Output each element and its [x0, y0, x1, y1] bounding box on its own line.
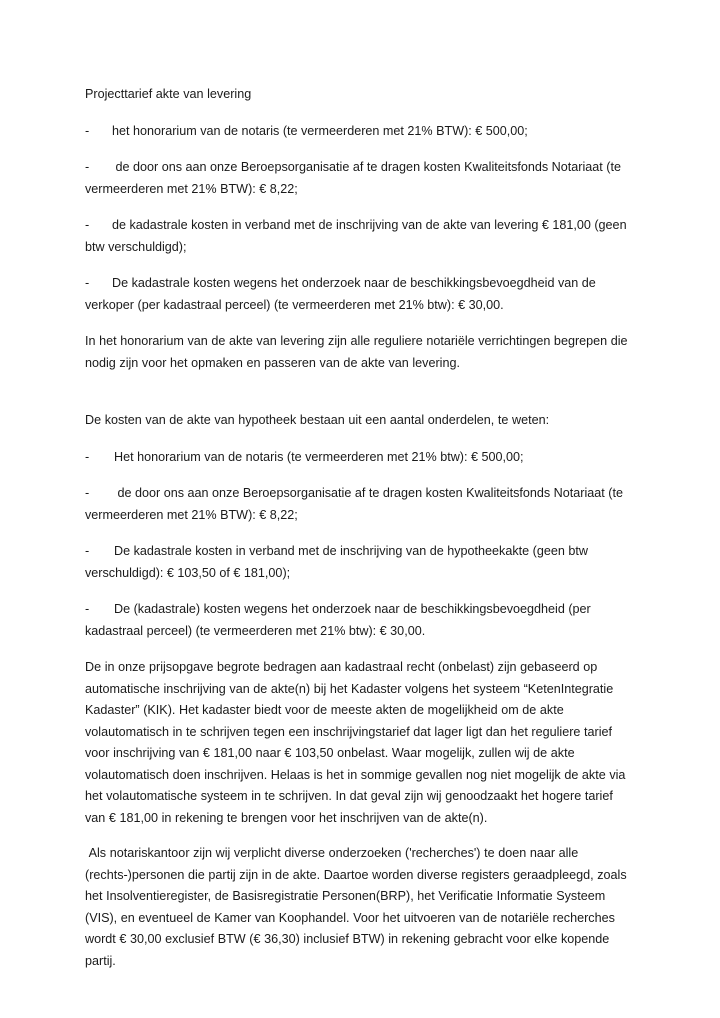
list-item-hypotheek-kwaliteitsfonds — [85, 483, 633, 526]
list-item-hypotheek-beschikkingsbevoegdheid — [85, 599, 633, 642]
list-item-text: de door ons aan onze Beroepsorganisatie af te dragen kosten Kwaliteitsfonds Notariaat (te vermeerderen met 21% BTW): € 8,22; — [85, 486, 627, 522]
list-marker: - — [85, 544, 90, 558]
paragraph-hypotheek-intro: De kosten van de akte van hypotheek bestaan uit een aantal onderdelen, te weten: — [85, 413, 550, 427]
list-marker: - — [85, 449, 90, 464]
list-item-text: het honorarium van de notaris (te vermeerderen met 21% BTW): € 500,00; — [112, 123, 528, 138]
list-item-levering-beschikkingsbevoegdheid — [85, 273, 633, 316]
list-item-text: De kadastrale kosten wegens het onderzoek naar de beschikkingsbevoegdheid van de verkoper (per kadastraal perceel) (te vermeerderen met 21% btw): € 30,00. — [85, 276, 600, 312]
list-item-levering-kadastrale-kosten — [85, 215, 633, 258]
list-item-levering-kwaliteitsfonds — [85, 157, 633, 200]
list-item-text: de kadastrale kosten in verband met de inschrijving van de akte van levering € 181,00 (geen btw verschuldigd); — [85, 218, 631, 254]
heading-projecttarief-levering: Projecttarief akte van levering — [85, 87, 252, 101]
list-item-text: De kadastrale kosten in verband met de inschrijving van de hypotheekakte (geen btw verschuldigd): € 103,50 of € 181,00); — [85, 544, 592, 580]
list-item-levering-honorarium — [85, 121, 633, 143]
list-marker: - — [85, 276, 90, 290]
list-marker: - — [85, 602, 90, 616]
list-marker: - — [85, 160, 90, 174]
document-body — [85, 84, 633, 972]
list-item-text: De (kadastrale) kosten wegens het onderzoek naar de beschikkingsbevoegdheid (per kadastraal perceel) (te vermeerderen met 21% btw): € 30,00. — [85, 602, 595, 638]
paragraph-levering-honorarium-note: In het honorarium van de akte van levering zijn alle reguliere notariële verrichtingen begrepen die nodig zijn voor het opmaken en passeren van de akte van levering. — [85, 334, 632, 370]
list-marker: - — [85, 218, 90, 232]
list-item-hypotheek-kadastrale-kosten — [85, 541, 633, 584]
paragraph-recherches: Als notariskantoor zijn wij verplicht diverse onderzoeken ('recherches') te doen naar alle (rechts-)personen die partij zijn in de akte. Daartoe worden diverse registers geraadpleegd, zoals het Insolventieregister, de Basisregistratie Personen(BRP), het Verificatie Informatie Systeem (VIS), en eventueel de Kamer van Koophandel. Voor het uitvoeren van de notariële recherches wordt € 30,00 exclusief BTW (€ 36,30) inclusief BTW) in rekening gebracht voor elke kopende partij. — [85, 846, 631, 968]
section-spacer — [85, 389, 633, 410]
list-item-text: de door ons aan onze Beroepsorganisatie af te dragen kosten Kwaliteitsfonds Notariaat (te vermeerderen met 21% BTW): € 8,22; — [85, 160, 625, 196]
list-marker: - — [85, 123, 90, 138]
list-marker: - — [85, 486, 90, 500]
paragraph-kadaster-kik: De in onze prijsopgave begrote bedragen aan kadastraal recht (onbelast) zijn gebaseerd op automatische inschrijving van de akte(n) bij het Kadaster volgens het systeem “KetenIntegratie Kadaster” (KIK). Het kadaster biedt voor de meeste akten de mogelijkheid om de akte volautomatisch in te schrijven tegen een inschrijvingstarief dat lager ligt dan het reguliere tarief voor inschrijving van € 181,00 naar € 103,50 onbelast. Waar mogelijk, zullen wij de akte volautomatisch doen inschrijven. Helaas is het in sommige gevallen nog niet mogelijk de akte via het volautomatische systeem in te schrijven. In dat geval zijn wij genoodzaakt het hogere tarief van € 181,00 in rekening te brengen voor het inschrijven van de akte(n). — [85, 660, 630, 825]
list-item-hypotheek-honorarium — [85, 447, 633, 469]
list-item-text: Het honorarium van de notaris (te vermeerderen met 21% btw): € 500,00; — [114, 449, 524, 464]
